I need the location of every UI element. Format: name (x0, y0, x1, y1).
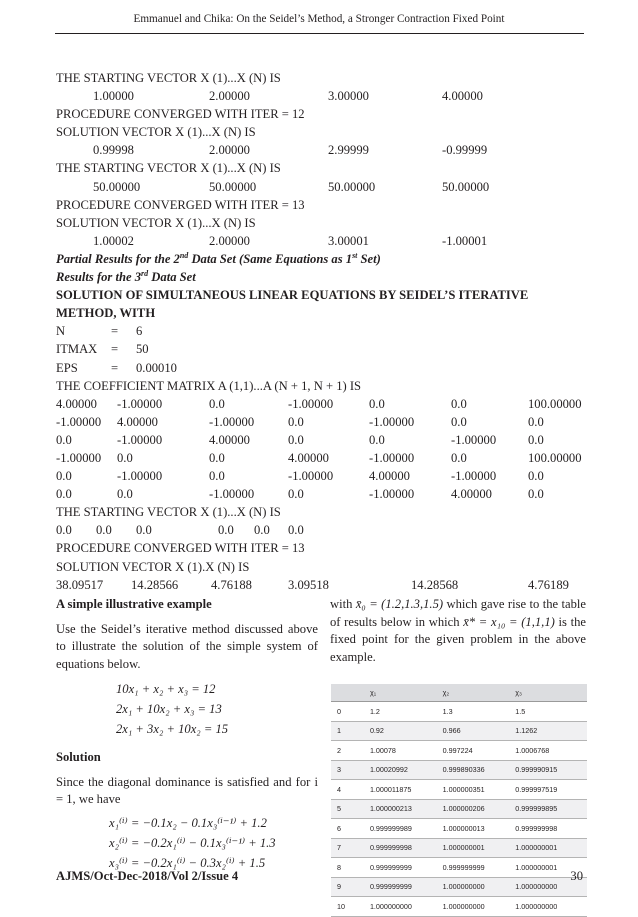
table-cell: 3 (331, 760, 369, 780)
output-line: PROCEDURE CONVERGED WITH ITER = 13 (56, 197, 305, 212)
vector-value: 3.00001 (328, 233, 369, 248)
table-row (331, 721, 587, 741)
solution-heading: Solution (56, 750, 101, 764)
solution-title: SOLUTION OF SIMULTANEOUS LINEAR EQUATIONS BY SEIDEL’S ITERATIVE (56, 288, 529, 303)
results-table (331, 684, 587, 917)
table-cell: 10 (331, 897, 369, 917)
matrix-cell: -1.00000 (369, 487, 415, 502)
output-line: SOLUTION VECTOR X (1).X (N) IS (56, 559, 250, 574)
table-cell: 1.000000000 (514, 877, 587, 897)
vector-value: 3.09518 (288, 577, 329, 592)
table-cell: 0.997224 (442, 741, 515, 761)
vector-value: 50.00000 (93, 179, 141, 194)
iteration-equations (109, 815, 318, 875)
table-row (331, 897, 587, 917)
table-cell: 7 (331, 838, 369, 858)
output-line: SOLUTION VECTOR X (1)...X (N) IS (56, 125, 256, 140)
vector-value: 3.00000 (328, 89, 369, 104)
coefficient-matrix (56, 395, 586, 504)
matrix-cell: -1.00000 (451, 469, 497, 484)
output-vector-row (56, 178, 586, 196)
matrix-cell: -1.00000 (209, 414, 255, 429)
page-number: 30 (570, 869, 583, 883)
table-cell: 9 (331, 877, 369, 897)
output-line: THE STARTING VECTOR X (1)...X (N) IS (56, 161, 281, 176)
matrix-cell: 0.0 (209, 450, 225, 465)
output-line: SOLUTION VECTOR X (1)...X (N) IS (56, 215, 256, 230)
table-cell: 1.000000000 (442, 877, 515, 897)
output-line: THE STARTING VECTOR X (1)...X (N) IS (56, 505, 281, 520)
matrix-cell: 4.00000 (117, 414, 158, 429)
table-cell: 1.000000013 (442, 819, 515, 839)
matrix-cell: -1.00000 (288, 469, 334, 484)
table-cell: 0.999999999 (369, 858, 442, 878)
vector-value: 0.0 (56, 523, 72, 538)
vector-value: -1.00001 (442, 233, 488, 248)
table-cell: 1.0006768 (514, 741, 587, 761)
equation: 2x₁ + 10x₂ + x₃ = 13 (116, 702, 222, 716)
output-line: PROCEDURE CONVERGED WITH ITER = 12 (56, 107, 305, 122)
matrix-cell: -1.00000 (209, 487, 255, 502)
results-heading: Results for the 3rd Data Set (56, 268, 196, 285)
matrix-cell: -1.00000 (56, 450, 102, 465)
vector-value: 50.00000 (209, 179, 257, 194)
matrix-cell: 0.0 (209, 469, 225, 484)
table-cell: 1.1262 (514, 721, 587, 741)
matrix-cell: -1.00000 (369, 450, 415, 465)
table-cell: 0.999999999 (369, 877, 442, 897)
vector-value: 1.00002 (93, 233, 134, 248)
matrix-row (56, 449, 586, 467)
table-cell: 0.999999895 (514, 799, 587, 819)
matrix-row (56, 485, 586, 503)
table-cell: 1.000000206 (442, 799, 515, 819)
matrix-cell: 0.0 (56, 487, 72, 502)
table-cell: 1.00078 (369, 741, 442, 761)
matrix-row (56, 395, 586, 413)
matrix-cell: 0.0 (117, 450, 133, 465)
matrix-cell: 0.0 (369, 432, 385, 447)
vector-value: 1.00000 (93, 89, 134, 104)
column-header (331, 684, 369, 702)
table-cell: 0 (331, 702, 369, 722)
vector-value: 2.99999 (328, 143, 369, 158)
vector-value: 0.0 (254, 523, 270, 538)
matrix-cell: 0.0 (56, 469, 72, 484)
table-cell: 2 (331, 741, 369, 761)
intro-paragraph: Use the Seidel’s iterative method discussed above to illustrate the solution of the simple system of equations below. (56, 621, 318, 671)
table-cell: 1.2 (369, 702, 442, 722)
table-row (331, 760, 587, 780)
table-cell: 8 (331, 858, 369, 878)
matrix-cell: 0.0 (528, 487, 544, 502)
journal-footer: AJMS/Oct-Dec-2018/Vol 2/Issue 4 (56, 869, 239, 883)
vector-value: 14.28566 (131, 577, 179, 592)
vector-value: 50.00000 (328, 179, 376, 194)
right-paragraph: with x̄₀ = (1.2,1.3,1.5) which gave rise to the table of results below in which x̄* = x₁₀ = (1,1,1) is the fixed point for the given problem in the above example. (330, 597, 586, 664)
matrix-cell: 0.0 (288, 432, 304, 447)
table-row (331, 838, 587, 858)
matrix-row (56, 431, 586, 449)
equation: x₁⁽ⁱ⁾ = −0.1x₂ − 0.1x₃⁽ⁱ⁻¹⁾ + 1.2 (109, 815, 267, 830)
table-cell: 1.5 (514, 702, 587, 722)
table-cell: 1 (331, 721, 369, 741)
vector-value: 4.76188 (211, 577, 252, 592)
column-header: χ₂ (442, 684, 515, 702)
param-row: EPS = 0.00010 (56, 360, 177, 375)
equation: x₃⁽ⁱ⁾ = −0.2x₁⁽ⁱ⁾ − 0.3x₂⁽ⁱ⁾ + 1.5 (109, 855, 266, 870)
param-row: N = 6 (56, 324, 143, 339)
matrix-cell: 0.0 (451, 450, 467, 465)
output-vector-row (56, 87, 586, 105)
matrix-cell: -1.00000 (117, 432, 163, 447)
vector-value: 0.0 (218, 523, 234, 538)
table-row (331, 799, 587, 819)
matrix-cell: 0.0 (288, 487, 304, 502)
table-cell: 1.000000351 (442, 780, 515, 800)
matrix-cell: 0.0 (451, 414, 467, 429)
fixed-point-eq: x̄* = x₁₀ = (1,1,1) (463, 614, 555, 629)
vector-value: 2.00000 (209, 143, 250, 158)
table-header-row (331, 684, 587, 702)
table-cell: 0.999999999 (442, 858, 515, 878)
matrix-cell: -1.00000 (288, 396, 334, 411)
table-cell: 5 (331, 799, 369, 819)
matrix-cell: 0.0 (56, 432, 72, 447)
table-cell: 1.000011875 (369, 780, 442, 800)
matrix-cell: -1.00000 (117, 469, 163, 484)
table-cell: 0.999890336 (442, 760, 515, 780)
matrix-cell: -1.00000 (117, 396, 163, 411)
table-cell: 0.999999998 (514, 819, 587, 839)
program-output (56, 69, 586, 594)
table-cell: 0.999990915 (514, 760, 587, 780)
matrix-cell: 4.00000 (288, 450, 329, 465)
output-vector-row (56, 232, 586, 250)
table-cell: 0.92 (369, 721, 442, 741)
matrix-cell: 0.0 (209, 396, 225, 411)
output-line: PROCEDURE CONVERGED WITH ITER = 13 (56, 541, 305, 556)
matrix-cell: 0.0 (528, 469, 544, 484)
left-column (56, 596, 318, 875)
table-row (331, 702, 587, 722)
matrix-cell: 100.00000 (528, 450, 582, 465)
table-row (331, 819, 587, 839)
equation: 10x₁ + x₂ + x₃ = 12 (116, 682, 216, 696)
partial-results-heading: Partial Results for the 2nd Data Set (Same Equations as 1st Set) (56, 250, 381, 266)
table-cell: 1.000000001 (514, 838, 587, 858)
vector-value: 4.00000 (442, 89, 483, 104)
matrix-cell: -1.00000 (369, 414, 415, 429)
equation: 2x₁ + 3x₂ + 10x₂ = 15 (116, 722, 229, 736)
vector-value: 0.0 (136, 523, 152, 538)
section-heading: A simple illustrative example (56, 597, 212, 611)
table-row (331, 741, 587, 761)
matrix-cell: 0.0 (117, 487, 133, 502)
table-cell: 6 (331, 819, 369, 839)
table-row (331, 780, 587, 800)
solution-title-cont: METHOD, WITH (56, 306, 156, 321)
matrix-cell: -1.00000 (56, 414, 102, 429)
matrix-cell: 0.0 (288, 414, 304, 429)
table-cell: 0.999999989 (369, 819, 442, 839)
vector-value: 2.00000 (209, 89, 250, 104)
column-header: χ₃ (514, 684, 587, 702)
matrix-cell: -1.00000 (451, 432, 497, 447)
matrix-cell: 4.00000 (56, 396, 97, 411)
table-cell: 1.000000213 (369, 799, 442, 819)
equation-system (116, 681, 318, 741)
table-cell: 1.3 (442, 702, 515, 722)
output-vector-row (56, 141, 586, 159)
vector-value: 14.28568 (411, 577, 459, 592)
vector-value: -0.99999 (442, 143, 488, 158)
matrix-cell: 0.0 (451, 396, 467, 411)
matrix-cell: 4.00000 (209, 432, 250, 447)
table-cell: 1.000000000 (514, 897, 587, 917)
matrix-cell: 4.00000 (369, 469, 410, 484)
table-cell: 1.000000000 (442, 897, 515, 917)
vector-value: 0.99998 (93, 143, 134, 158)
matrix-cell: 0.0 (528, 414, 544, 429)
vector-value: 0.0 (288, 523, 304, 538)
matrix-row (56, 413, 586, 431)
vector-value: 4.76189 (528, 577, 569, 592)
vector-value: 2.00000 (209, 233, 250, 248)
table-cell: 1.000000001 (442, 838, 515, 858)
table-cell: 4 (331, 780, 369, 800)
output-vector-row (56, 521, 586, 539)
matrix-cell: 0.0 (369, 396, 385, 411)
matrix-cell: 0.0 (528, 432, 544, 447)
matrix-cell: 100.00000 (528, 396, 582, 411)
running-header: Emmanuel and Chika: On the Seidel’s Method, a Stronger Contraction Fixed Point (133, 13, 505, 25)
table-cell: 0.966 (442, 721, 515, 741)
table-cell: 1.000000001 (514, 858, 587, 878)
matrix-cell: 4.00000 (451, 487, 492, 502)
initial-vector-eq: x̄₀ = (1.2,1.3,1.5) (355, 597, 444, 611)
right-column (330, 596, 586, 666)
solution-paragraph: Since the diagonal dominance is satisfied and for i = 1, we have (56, 774, 318, 806)
matrix-row (56, 467, 586, 485)
header-rule (55, 33, 584, 34)
param-row: ITMAX = 50 (56, 342, 149, 357)
table-cell: 1.000000000 (369, 897, 442, 917)
output-line: THE STARTING VECTOR X (1)...X (N) IS (56, 71, 281, 85)
equation: x₂⁽ⁱ⁾ = −0.2x₁⁽ⁱ⁾ − 0.1x₃⁽ⁱ⁻¹⁾ + 1.3 (109, 835, 276, 850)
table-cell: 1.00020992 (369, 760, 442, 780)
output-vector-row (56, 576, 586, 594)
vector-value: 50.00000 (442, 179, 490, 194)
table-cell: 0.999999998 (369, 838, 442, 858)
table-row (331, 877, 587, 897)
column-header: χ₁ (369, 684, 442, 702)
vector-value: 38.09517 (56, 577, 104, 592)
vector-value: 0.0 (96, 523, 112, 538)
table-cell: 0.999997519 (514, 780, 587, 800)
matrix-title: THE COEFFICIENT MATRIX A (1,1)...A (N + 1, N + 1) IS (56, 378, 362, 393)
table-row (331, 858, 587, 878)
